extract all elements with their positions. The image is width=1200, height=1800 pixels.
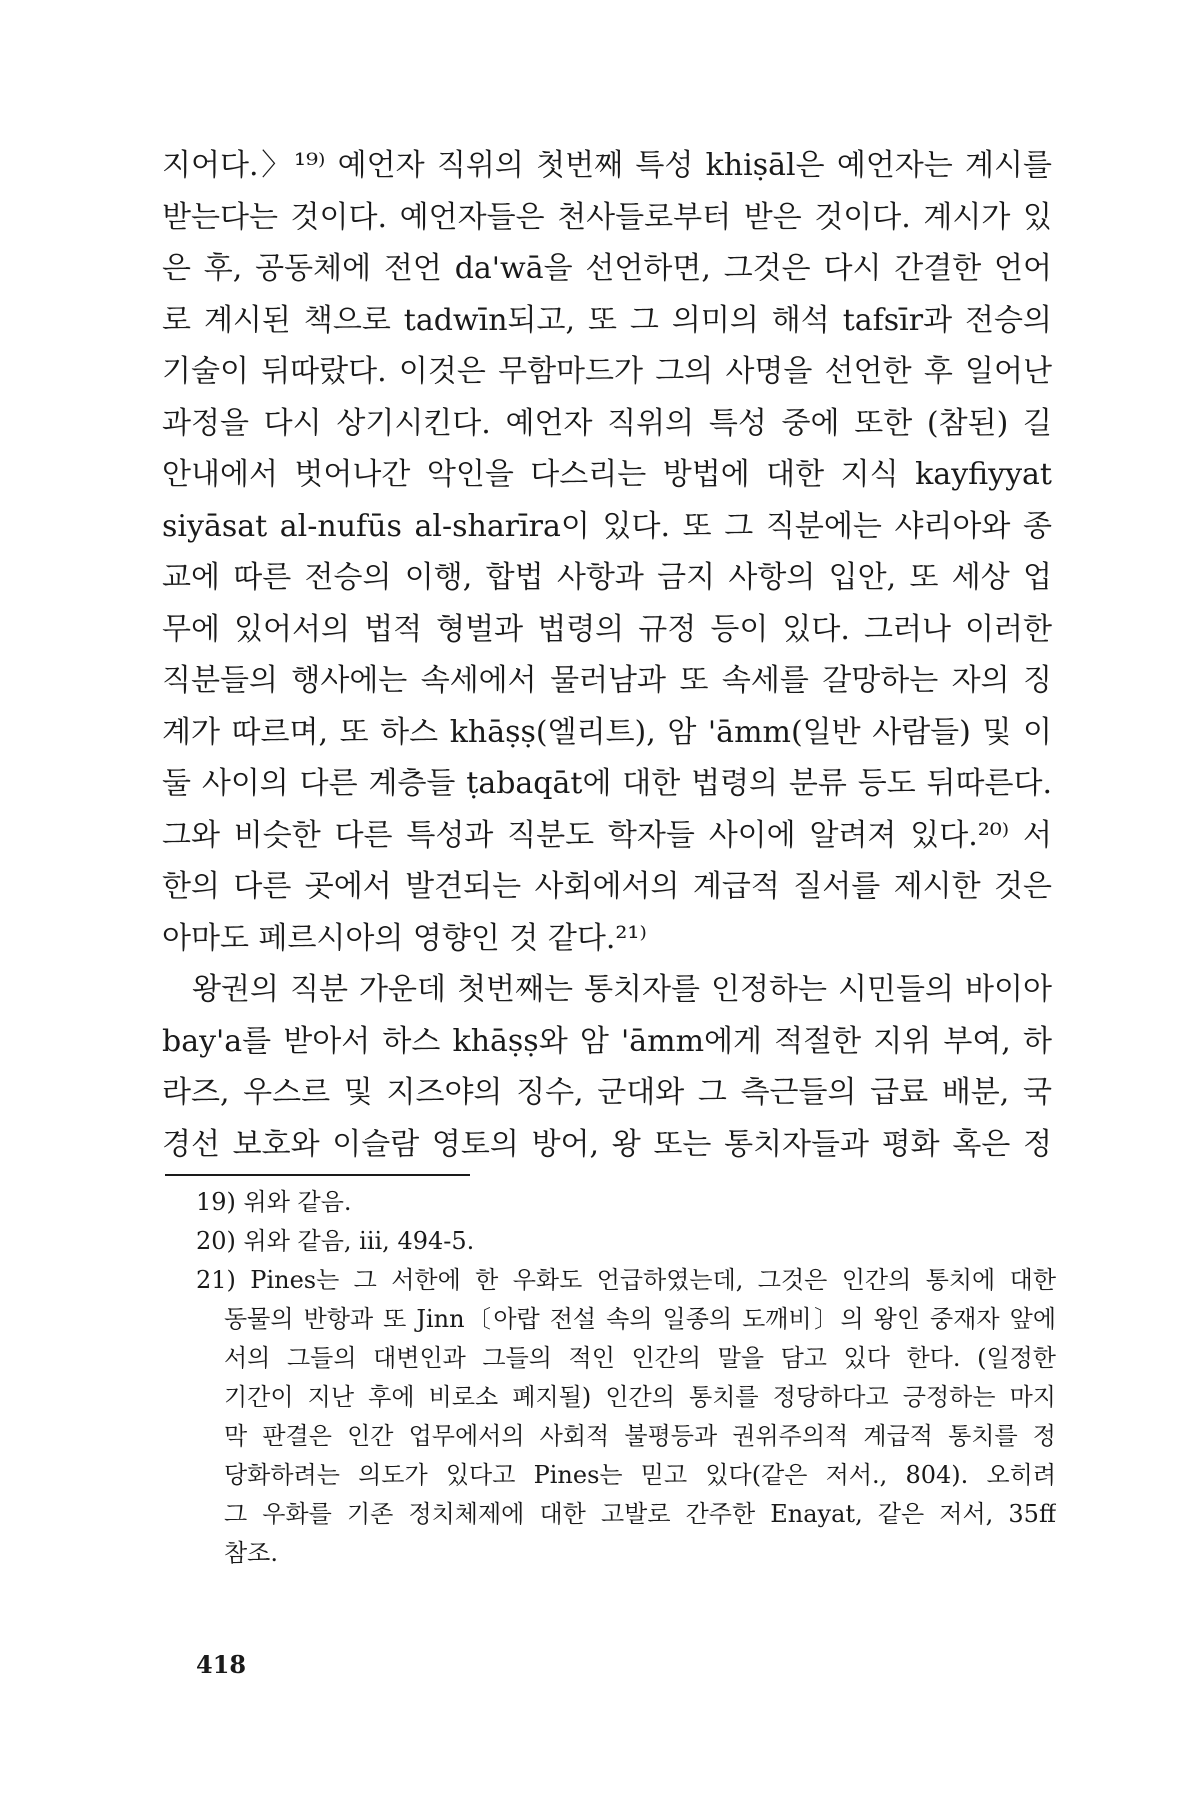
- body-line: 로 계시된 책으로 tadwīn되고, 또 그 의미의 해석 tafsīr과 전승의: [162, 302, 1052, 338]
- body-line: 직분들의 행사에는 속세에서 물러남과 또 속세를 갈망하는 자의 징: [162, 663, 1052, 698]
- body-line: 왕권의 직분 가운데 첫번째는 통치자를 인정하는 시민들의 바이아: [192, 972, 1052, 1007]
- body-line: 교에 따른 전승의 이행, 합법 사항과 금지 사항의 입안, 또 세상 업: [162, 560, 1052, 595]
- footnote-20: 20) 위와 같음, iii, 494-5.: [196, 1227, 475, 1255]
- footnote-21-line: 막 판결은 인간 업무에서의 사회적 불평등과 권위주의적 계급적 통치를 정: [224, 1422, 1056, 1450]
- body-line: 라즈, 우스르 및 지즈야의 징수, 군대와 그 측근들의 급료 배분, 국: [162, 1075, 1052, 1110]
- body-line: 과정을 다시 상기시킨다. 예언자 직위의 특성 중에 또한 (참된) 길: [162, 405, 1052, 441]
- body-line: 지어다.〉¹⁹⁾ 예언자 직위의 첫번째 특성 khiṣāl은 예언자는 계시를: [162, 148, 1052, 183]
- body-line: siyāsat al-nufūs al-sharīra이 있다. 또 그 직분에는 샤리아와 종: [162, 508, 1052, 544]
- body-line: 기술이 뒤따랐다. 이것은 무함마드가 그의 사명을 선언한 후 일어난: [162, 354, 1052, 389]
- body-text: [162, 140, 1052, 1170]
- body-line: 은 후, 공동체에 전언 da'wā을 선언하면, 그것은 다시 간결한 언어: [162, 251, 1052, 286]
- body-line: 무에 있어서의 법적 형벌과 법령의 규정 등이 있다. 그러나 이러한: [162, 611, 1052, 647]
- body-line: bay'a를 받아서 하스 khāṣṣ와 암 'āmm에게 적절한 지위 부여, 하: [162, 1023, 1052, 1059]
- footnote-21-line: 서의 그들의 대변인과 그들의 적인 인간의 말을 담고 있다 한다. (일정한: [224, 1344, 1056, 1372]
- footnote-21: 21) Pines는 그 서한에 한 우화도 언급하였는데, 그것은 인간의 통치에 대한: [196, 1266, 1056, 1294]
- page-number: 418: [196, 1650, 247, 1679]
- body-line: 둘 사이의 다른 계층들 ṭabaqāt에 대한 법령의 분류 등도 뒤따른다.: [162, 766, 1052, 801]
- body-line: 한의 다른 곳에서 발견되는 사회에서의 계급적 질서를 제시한 것은: [162, 869, 1052, 904]
- footnote-21-line: 동물의 반항과 또 Jinn〔아랍 전설 속의 일종의 도깨비〕의 왕인 중재자 앞에: [224, 1305, 1056, 1333]
- footnote-21-line: 당화하려는 의도가 있다고 Pines는 믿고 있다(같은 저서., 804). 오히려: [224, 1461, 1056, 1489]
- body-line: 그와 비슷한 다른 특성과 직분도 학자들 사이에 알려져 있다.²⁰⁾ 서: [162, 817, 1052, 853]
- footnote-19: 19) 위와 같음.: [196, 1188, 352, 1216]
- body-line: 아마도 페르시아의 영향인 것 같다.²¹⁾: [162, 920, 647, 956]
- body-line: 안내에서 벗어나간 악인을 다스리는 방법에 대한 지식 kayfiyyat: [162, 457, 1052, 492]
- footnotes: [196, 1183, 1056, 1573]
- footnote-21-line: 그 우화를 기존 정치체제에 대한 고발로 간주한 Enayat, 같은 저서, 35ff: [224, 1500, 1056, 1528]
- body-line: 경선 보호와 이슬람 영토의 방어, 왕 또는 통치자들과 평화 혹은 정: [162, 1126, 1052, 1162]
- body-line: 계가 따르며, 또 하스 khāṣṣ(엘리트), 암 'āmm(일반 사람들) 및 이: [162, 714, 1052, 750]
- footnote-21-line: 기간이 지난 후에 비로소 폐지될) 인간의 통치를 정당하다고 긍정하는 마지: [224, 1383, 1056, 1411]
- footnote-21-line: 참조.: [224, 1539, 278, 1567]
- footnote-divider: [165, 1174, 470, 1176]
- body-line: 받는다는 것이다. 예언자들은 천사들로부터 받은 것이다. 계시가 있: [162, 199, 1052, 235]
